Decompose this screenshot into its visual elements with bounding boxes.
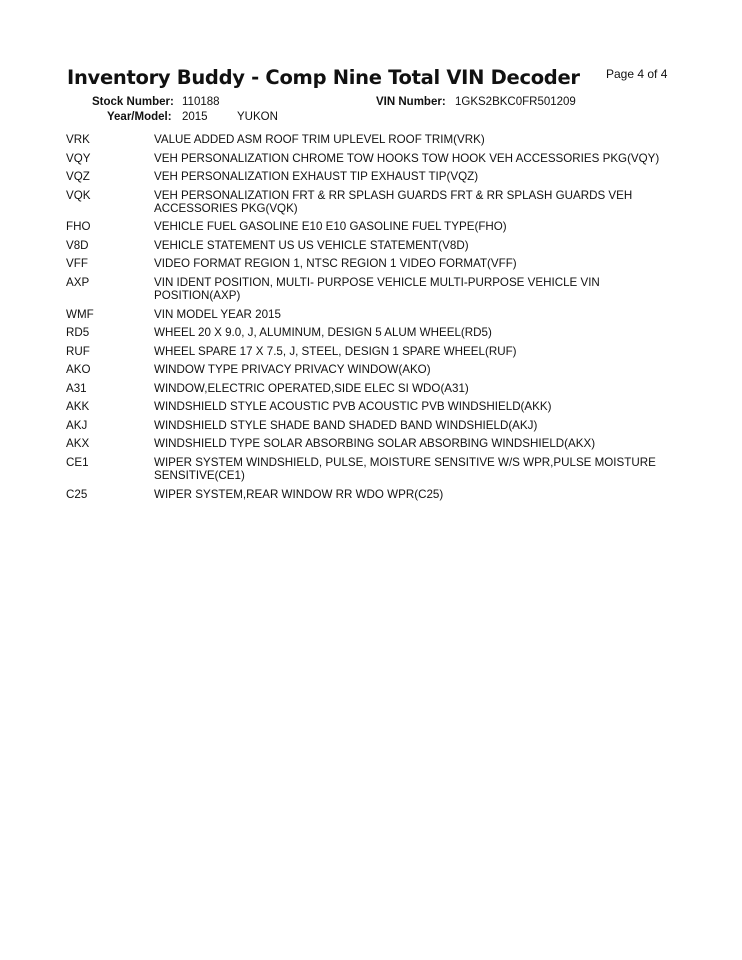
option-code-row: [66, 437, 666, 450]
option-code: RUF: [66, 344, 90, 358]
option-description: WINDSHIELD TYPE SOLAR ABSORBING SOLAR ABSORBING WINDSHIELD(AKX): [154, 437, 596, 451]
option-code-row: [66, 170, 666, 183]
option-description: WHEEL SPARE 17 X 7.5, J, STEEL, DESIGN 1 SPARE WHEEL(RUF): [154, 344, 517, 358]
option-description: VEH PERSONALIZATION EXHAUST TIP EXHAUST TIP(VQZ): [154, 170, 479, 183]
option-description: WIPER SYSTEM,REAR WINDOW RR WDO WPR(C25): [154, 487, 444, 501]
option-description: VEHICLE FUEL GASOLINE E10 E10 GASOLINE FUEL TYPE(FHO): [154, 220, 507, 234]
option-description: WINDSHIELD STYLE SHADE BAND SHADED BAND WINDSHIELD(AKJ): [154, 418, 538, 432]
option-description: WINDSHIELD STYLE ACOUSTIC PVB ACOUSTIC PVB WINDSHIELD(AKK): [154, 400, 552, 414]
option-code-row: [66, 326, 666, 339]
option-code-row: [66, 308, 666, 321]
option-code-row: [66, 189, 666, 216]
option-description: WINDOW,ELECTRIC OPERATED,SIDE ELEC SI WDO(A31): [154, 381, 469, 395]
option-code: AKX: [66, 437, 90, 451]
option-description: VIN MODEL YEAR 2015: [154, 307, 281, 321]
option-code: RD5: [66, 326, 90, 340]
option-code-row: [66, 400, 666, 413]
option-code-row: [66, 456, 666, 483]
vin-number-value: 1GKS2BKC0FR501209: [455, 96, 576, 108]
option-description: VIDEO FORMAT REGION 1, NTSC REGION 1 VIDEO FORMAT(VFF): [154, 257, 517, 271]
year-value: 2015: [182, 111, 208, 123]
option-description: VEH PERSONALIZATION CHROME TOW HOOKS TOW HOOK VEH ACCESSORIES PKG(VQY): [154, 151, 660, 165]
stock-number-value: 110188: [182, 96, 220, 108]
page-title: Inventory Buddy - Comp Nine Total VIN Decoder: [67, 66, 580, 89]
option-code: C25: [66, 487, 88, 501]
option-code: A31: [66, 381, 87, 395]
option-code: VQY: [66, 151, 91, 165]
option-description: WHEEL 20 X 9.0, J, ALUMINUM, DESIGN 5 ALUM WHEEL(RD5): [154, 326, 492, 340]
option-code: FHO: [66, 220, 91, 234]
option-description: VIN IDENT POSITION, MULTI- PURPOSE VEHICLE MULTI-PURPOSE VEHICLE VIN POSITION(AXP): [154, 275, 600, 303]
option-code: AKJ: [66, 418, 88, 432]
year-model-label: Year/Model:: [107, 111, 172, 123]
option-code: V8D: [66, 238, 89, 252]
option-code-row: [66, 345, 666, 358]
option-code-row: [66, 382, 666, 395]
stock-number-label: Stock Number:: [92, 96, 174, 108]
option-code-row: [66, 257, 666, 270]
option-code-row: [66, 239, 666, 252]
model-value: YUKON: [237, 111, 278, 123]
option-code-row: [66, 419, 666, 432]
option-description: WINDOW TYPE PRIVACY PRIVACY WINDOW(AKO): [154, 363, 431, 377]
option-code-row: [66, 276, 666, 303]
option-code-row: [66, 220, 666, 233]
option-code: AKK: [66, 400, 90, 414]
option-code-row: [66, 488, 666, 501]
page-indicator: Page 4 of 4: [606, 67, 668, 81]
option-code: WMF: [66, 307, 94, 321]
option-description: VEH PERSONALIZATION FRT & RR SPLASH GUARDS FRT & RR SPLASH GUARDS VEH ACCESSORIES PKG(VQK): [154, 188, 633, 215]
option-code-row: [66, 363, 666, 376]
option-code: VQZ: [66, 170, 90, 183]
vin-number-label: VIN Number:: [376, 96, 446, 108]
option-description: VEHICLE STATEMENT US US VEHICLE STATEMENT(V8D): [154, 238, 469, 252]
option-code: VFF: [66, 257, 88, 271]
option-description: WIPER SYSTEM WINDSHIELD, PULSE, MOISTURE SENSITIVE W/S WPR,PULSE MOISTURE SENSITIVE(CE1): [154, 455, 656, 483]
option-code: VQK: [66, 188, 91, 202]
option-description: VALUE ADDED ASM ROOF TRIM UPLEVEL ROOF TRIM(VRK): [154, 133, 485, 146]
option-code: AXP: [66, 275, 90, 289]
option-code-row: [66, 152, 666, 165]
option-code: CE1: [66, 455, 89, 469]
option-code: VRK: [66, 133, 90, 146]
option-code-list: [66, 133, 666, 506]
option-code: AKO: [66, 363, 91, 377]
option-code-row: [66, 133, 666, 146]
